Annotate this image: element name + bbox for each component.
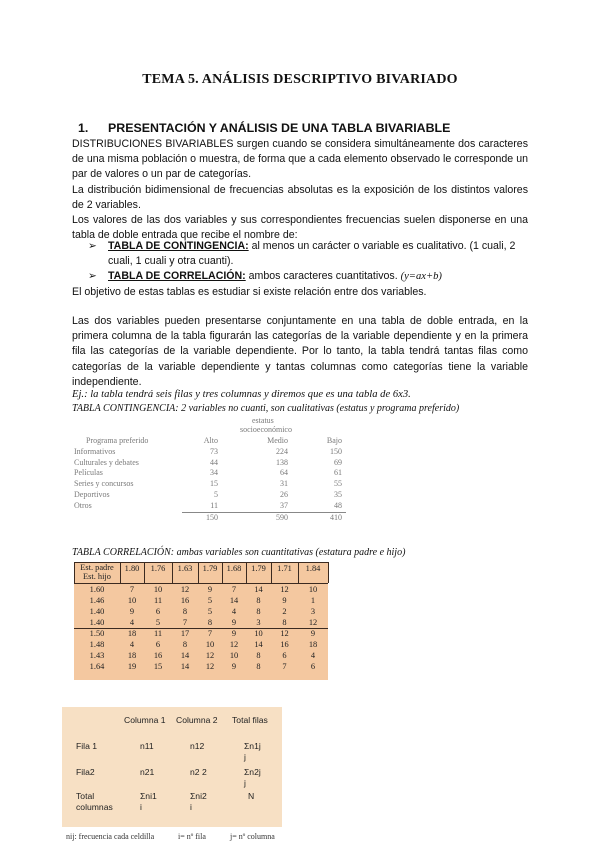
table-cell: 15 xyxy=(153,662,163,671)
table-cell: 5 xyxy=(207,607,213,616)
table-cell: 4 xyxy=(231,607,237,616)
paragraph-distribution: La distribución bidimensional de frecuencias absolutas es la exposición de los distintos valores de 2 variables. xyxy=(72,183,528,211)
column-header: Bajo xyxy=(326,436,342,445)
table-cell: 10 xyxy=(308,585,318,594)
table-cell: 6 xyxy=(155,607,161,616)
table-cell: 14 xyxy=(254,640,263,649)
table-row: Informativos 73 224 150 xyxy=(74,446,342,456)
table-row: Deportivos 5 26 35 xyxy=(74,489,342,499)
cell: n12 xyxy=(190,741,205,751)
contingency-table xyxy=(74,416,346,523)
table-cell: 8 xyxy=(182,640,188,649)
paragraph-definition: DISTRIBUCIONES BIVARIABLES surgen cuando se considera simultáneamente dos caracteres de una misma población o muestra, de forma que a cada elemento observado le corresponde un par de valores o un par de categorías. xyxy=(72,138,528,181)
table-cell: 3 xyxy=(310,607,316,616)
bullet-formula: (y=ax+b) xyxy=(400,271,442,283)
table-cell: 4 xyxy=(310,651,316,660)
cell: n21 xyxy=(140,767,155,777)
arrow-bullet-icon: ➢ xyxy=(88,240,97,252)
paragraph-table-types: Los valores de las dos variables y sus correspondientes frecuencias suelen disponerse en una tabla de doble entrada que recibe el nombre de: xyxy=(72,214,528,242)
column-header: 1.84 xyxy=(305,564,321,573)
table-cell: 8 xyxy=(256,596,261,605)
bullet-label: TABLA DE CONTINGENCIA: xyxy=(108,240,249,252)
cell: Σni2 xyxy=(190,791,207,801)
table-cell: 5 xyxy=(207,596,213,605)
cell-subscript: i xyxy=(190,802,192,812)
table-cell: 12 xyxy=(205,651,215,660)
grid-line xyxy=(144,562,145,583)
footnote-item: j= nº columna xyxy=(230,832,275,841)
cell-subscript: j xyxy=(244,752,246,762)
column-header: Medio xyxy=(267,436,288,445)
table-cell: 12 xyxy=(180,585,190,594)
cell: Σn1j xyxy=(244,741,261,751)
table-cell: 12 xyxy=(280,629,289,638)
table-cell: 8 xyxy=(282,618,287,627)
corner-label: Est. hijo xyxy=(83,572,111,581)
grid-line xyxy=(298,562,299,583)
paragraph-two-variables: Las dos variables pueden presentarse conjuntamente en una tabla de doble entrada, en la primera columna de la tabla figurarán las categorías de la variable dependiente y en la primera fila las categorías de la variable dependiente. Por lo tanto, la tabla tendrá tantas filas como categorías de la variable dependiente y tantas columnas como categorías tiene la variable independiente. xyxy=(72,315,528,388)
grid-line xyxy=(74,562,75,583)
grid-line xyxy=(74,583,328,584)
table-cell: 6 xyxy=(155,640,161,649)
table-row: Series y concursos 15 31 55 xyxy=(74,479,342,489)
table-cell: 8 xyxy=(207,618,213,627)
column-header: Alto xyxy=(203,436,218,445)
table-cell: 8 xyxy=(256,662,261,671)
row-label: 1.64 xyxy=(89,662,105,671)
generic-frequency-table xyxy=(62,707,282,827)
row-label: 1.48 xyxy=(89,640,105,649)
cell: n11 xyxy=(140,741,154,751)
page-title: TEMA 5. ANÁLISIS DESCRIPTIVO BIVARIADO xyxy=(142,72,458,87)
table-cell: 12 xyxy=(205,662,215,671)
table-cell: 8 xyxy=(182,607,188,616)
table-cell: 16 xyxy=(280,640,289,649)
bullet-text: al menos un carácter o variable es cualitativo. (1 cuali, 2 cuali, 1 cuali y otra cuanti). xyxy=(108,240,516,268)
list-item xyxy=(88,239,528,269)
column-header: Programa preferido xyxy=(86,436,149,445)
table-cell: 17 xyxy=(180,629,190,638)
table-cell: 10 xyxy=(205,640,215,649)
column-header: 1.71 xyxy=(277,564,292,573)
table-cell: 9 xyxy=(231,662,237,671)
section-heading xyxy=(78,121,450,135)
table-cell: 11 xyxy=(153,629,163,638)
table-cell: 16 xyxy=(180,596,190,605)
section-title: PRESENTACIÓN Y ANÁLISIS DE UNA TABLA BIVARIABLE xyxy=(108,121,451,135)
row-label: 1.50 xyxy=(89,629,105,638)
correlation-caption: TABLA CORRELACIÓN: ambas variables son cuantitativas (estatura padre e hijo) xyxy=(72,547,406,558)
table-cell: 1 xyxy=(310,596,316,605)
row-label: Fila 1 xyxy=(76,741,98,751)
table-cell: 9 xyxy=(231,629,237,638)
column-header: 1.80 xyxy=(124,564,140,573)
paragraph-objective: El objetivo de estas tablas es estudiar si existe relación entre dos variables. xyxy=(72,286,427,298)
table-header-row xyxy=(74,436,346,447)
section-number: 1. xyxy=(78,121,89,135)
table-cell: 3 xyxy=(256,618,261,627)
table-cell: 7 xyxy=(282,662,287,671)
footnote-item: nij: frecuencia cada celdilla xyxy=(66,832,155,841)
example-note: Ej.: la tabla tendrá seis filas y tres columnas y diremos que es una tabla de 6x3. xyxy=(72,389,411,400)
footnote-item: i= nº fila xyxy=(178,832,206,841)
table-cell: 14 xyxy=(180,662,190,671)
table-cell: 6 xyxy=(310,662,316,671)
grid-line xyxy=(74,562,328,563)
column-header: 1.76 xyxy=(150,564,166,573)
table-cell: 9 xyxy=(129,607,135,616)
table-cell: 10 xyxy=(229,651,239,660)
row-label: 1.40 xyxy=(89,607,105,616)
table-cell: 8 xyxy=(256,607,261,616)
totals-row: 150 590 410 xyxy=(74,513,346,524)
grid-line xyxy=(172,562,173,583)
table-cell: 18 xyxy=(127,651,137,660)
bullet-label: TABLA DE CORRELACIÓN: xyxy=(108,270,246,283)
grid-line xyxy=(222,562,223,583)
table-cell: 14 xyxy=(229,596,239,605)
contingency-caption: TABLA CONTINGENCIA: 2 variables no cuanti, son cualitativas (estatus y programa preferido) xyxy=(72,403,460,414)
table-cell: 10 xyxy=(153,585,163,594)
row-label: 1.46 xyxy=(89,596,105,605)
table-cell: 19 xyxy=(127,662,137,671)
table-cell: 9 xyxy=(310,629,316,638)
row-label: 1.43 xyxy=(89,651,105,660)
corner-label: Est. padre xyxy=(80,563,114,572)
grid-line xyxy=(198,562,199,583)
row-label: 1.60 xyxy=(89,585,105,594)
row-label: Fila2 xyxy=(76,767,95,777)
table-cell: 12 xyxy=(229,640,239,649)
table-cell: 10 xyxy=(127,596,137,605)
table-cell: 18 xyxy=(308,640,318,649)
table-cell: 7 xyxy=(207,629,213,638)
column-header: Columna 2 xyxy=(176,715,218,725)
cell-subscript: j xyxy=(244,778,246,788)
table-cell: 18 xyxy=(127,629,137,638)
column-header: 1.79 xyxy=(202,564,218,573)
row-label: columnas xyxy=(76,802,113,812)
table-cell: 5 xyxy=(155,618,161,627)
table-cell: 10 xyxy=(254,629,263,638)
table-cell: 12 xyxy=(280,585,289,594)
table-cell: 7 xyxy=(129,585,135,594)
grid-line xyxy=(246,562,247,583)
bullet-text: ambos caracteres cuantitativos. xyxy=(245,270,401,283)
table-cell: 2 xyxy=(282,607,287,616)
table-cell: 7 xyxy=(231,585,237,594)
table-cell: 4 xyxy=(129,640,135,649)
row-label: Total xyxy=(76,791,95,801)
list-item xyxy=(88,269,528,284)
table-cell: 14 xyxy=(254,585,263,594)
grid-line xyxy=(271,562,272,583)
row-label: 1.40 xyxy=(89,618,105,627)
table-cell: 16 xyxy=(153,651,163,660)
grid-line xyxy=(328,562,329,583)
table-cell: 11 xyxy=(153,596,163,605)
column-header: Total filas xyxy=(232,715,268,725)
correlation-table xyxy=(74,562,328,680)
table-row: Culturales y debates 44 138 69 xyxy=(74,457,342,467)
table-cell: 6 xyxy=(282,651,287,660)
group-header: socioeconómico xyxy=(240,425,292,434)
cell: Σni1 xyxy=(140,791,157,801)
table-cell: 12 xyxy=(308,618,318,627)
cell-subscript: i xyxy=(140,802,142,812)
table-cell: 7 xyxy=(182,618,188,627)
table-row: Películas 34 64 61 xyxy=(74,468,342,478)
table-row: Otros 11 37 48 xyxy=(74,500,342,510)
table-types-list xyxy=(88,239,528,285)
cell: Σn2j xyxy=(244,767,261,777)
column-header: Columna 1 xyxy=(124,715,166,725)
grid-line xyxy=(120,562,121,583)
intro-paragraphs xyxy=(72,137,528,243)
cell: N xyxy=(248,791,255,801)
grid-line xyxy=(74,628,328,629)
cell: n2 2 xyxy=(190,767,207,777)
table-cell: 9 xyxy=(207,585,213,594)
table-cell: 9 xyxy=(282,596,287,605)
table-cell: 4 xyxy=(129,618,135,627)
table-cell: 9 xyxy=(231,618,237,627)
column-header: 1.79 xyxy=(251,564,266,573)
column-header: 1.63 xyxy=(177,564,193,573)
table-cell: 14 xyxy=(180,651,190,660)
column-header: 1.68 xyxy=(226,564,242,573)
arrow-bullet-icon: ➢ xyxy=(88,270,97,283)
group-header: estatus xyxy=(252,416,274,425)
table-cell: 8 xyxy=(256,651,261,660)
